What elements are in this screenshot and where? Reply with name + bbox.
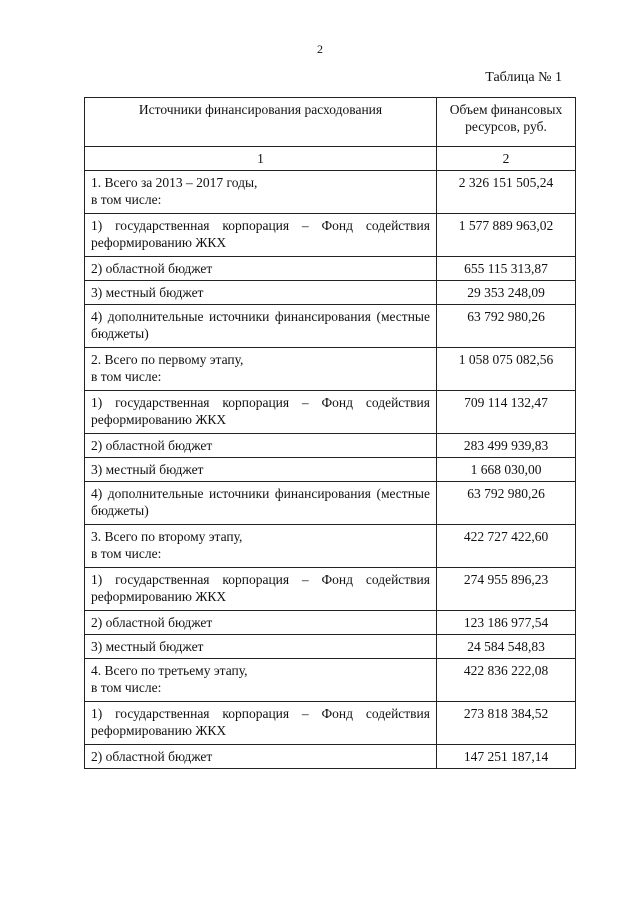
row-amount: 1 577 889 963,02 [437,214,576,257]
table-row [85,458,576,482]
row-amount: 63 792 980,26 [437,305,576,348]
row-source-label: 4. Всего по третьему этапу, в том числе: [85,659,437,702]
header-volume: Объем финансовых ресурсов, руб. [437,98,576,147]
row-amount: 24 584 548,83 [437,635,576,659]
table-row [85,391,576,434]
page-number: 2 [317,42,323,56]
row-amount: 283 499 939,83 [437,434,576,458]
row-source-label: 2) областной бюджет [85,434,437,458]
table-row [85,568,576,611]
row-amount: 422 836 222,08 [437,659,576,702]
row-amount: 655 115 313,87 [437,257,576,281]
table-row [85,281,576,305]
row-source-label: 1) государственная корпорация – Фонд содействия реформированию ЖКХ [85,568,437,611]
row-amount: 422 727 422,60 [437,525,576,568]
row-source-label: 4) дополнительные источники финансирования (местные бюджеты) [85,482,437,525]
row-amount: 274 955 896,23 [437,568,576,611]
row-amount: 709 114 132,47 [437,391,576,434]
header-sources: Источники финансирования расходования [85,98,437,147]
table-row [85,702,576,745]
row-amount: 63 792 980,26 [437,482,576,525]
row-source-label: 3. Всего по второму этапу, в том числе: [85,525,437,568]
row-source-label: 3) местный бюджет [85,281,437,305]
table-row [85,257,576,281]
row-source-label: 1. Всего за 2013 – 2017 годы, в том числе: [85,171,437,214]
table-row [85,611,576,635]
table-caption: Таблица № 1 [485,70,562,85]
row-source-label: 4) дополнительные источники финансирования (местные бюджеты) [85,305,437,348]
table-row [85,659,576,702]
table-row [85,348,576,391]
row-source-label: 1) государственная корпорация – Фонд содействия реформированию ЖКХ [85,702,437,745]
column-number-1: 1 [85,147,437,171]
row-amount: 1 668 030,00 [437,458,576,482]
row-source-label: 2. Всего по первому этапу, в том числе: [85,348,437,391]
row-source-label: 3) местный бюджет [85,635,437,659]
row-source-label: 3) местный бюджет [85,458,437,482]
table-row [85,635,576,659]
row-amount: 147 251 187,14 [437,745,576,769]
table-row [85,745,576,769]
row-source-label: 2) областной бюджет [85,611,437,635]
row-amount: 29 353 248,09 [437,281,576,305]
row-source-label: 1) государственная корпорация – Фонд содействия реформированию ЖКХ [85,214,437,257]
table-body [85,171,576,769]
financing-table [84,97,576,769]
row-amount: 2 326 151 505,24 [437,171,576,214]
row-source-label: 2) областной бюджет [85,257,437,281]
table-row [85,305,576,348]
table-row [85,214,576,257]
row-amount: 1 058 075 082,56 [437,348,576,391]
row-amount: 123 186 977,54 [437,611,576,635]
column-number-2: 2 [437,147,576,171]
row-source-label: 1) государственная корпорация – Фонд содействия реформированию ЖКХ [85,391,437,434]
row-source-label: 2) областной бюджет [85,745,437,769]
table-header-row [85,98,576,147]
table-row [85,482,576,525]
table-row [85,171,576,214]
table-numbering-row [85,147,576,171]
table-row [85,525,576,568]
row-amount: 273 818 384,52 [437,702,576,745]
table-row [85,434,576,458]
